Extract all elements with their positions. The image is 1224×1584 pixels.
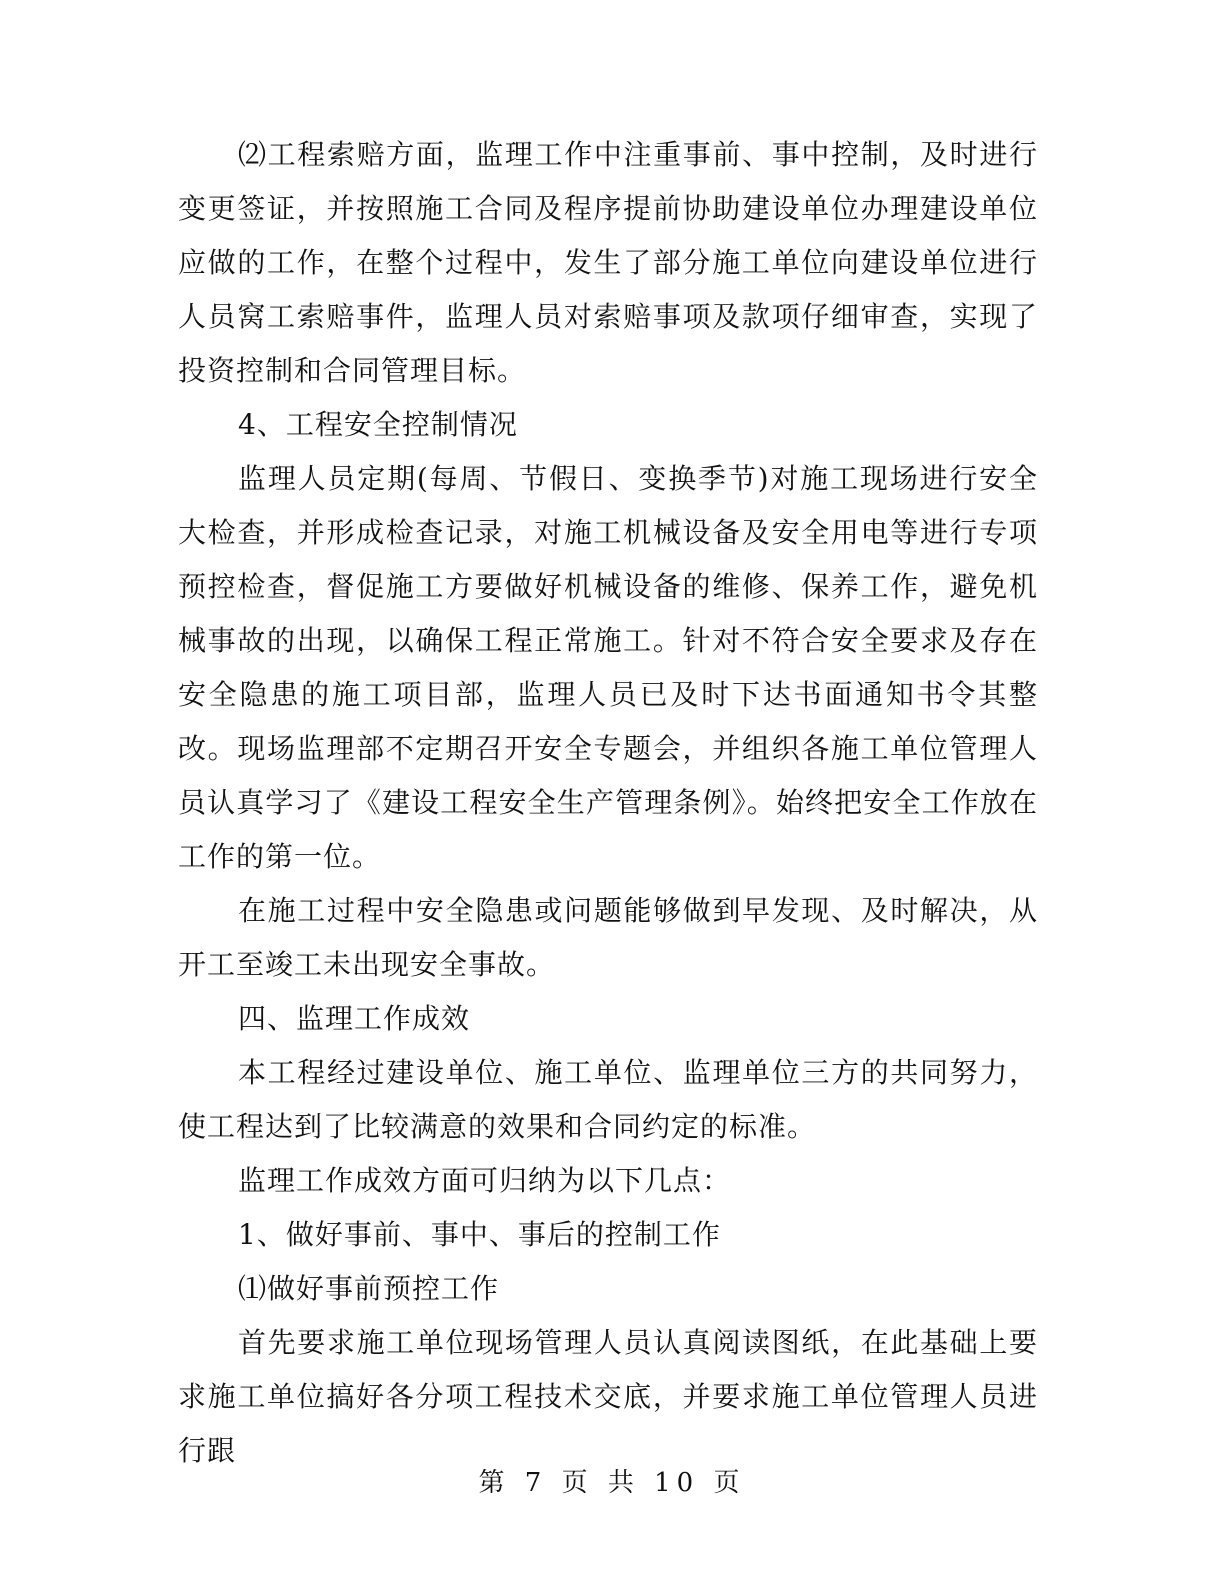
- paragraph-joint-effort: 本工程经过建设单位、施工单位、监理单位三方的共同努力，使工程达到了比较满意的效果和合同约定的标准。: [178, 1056, 1038, 1143]
- paragraph-safety-inspection: 监理人员定期(每周、节假日、变换季节)对施工现场进行安全大检查，并形成检查记录，对施工机械设备及安全用电等进行专项预控检查，督促施工方要做好机械设备的维修、保养工作，避免机械事故的出现，以确保工程正常施工。针对不符合安全要求及存在安全隐患的施工项目部，监理人员已及时下达书面通知书令其整改。现场监理部不定期召开安全专题会，并组织各施工单位管理人员认真学习了《建设工程安全生产管理条例》。始终把安全工作放在工作的第一位。: [178, 462, 1038, 873]
- page-number-footer: 第 7 页 共 10 页: [478, 1468, 746, 1498]
- heading-control-work: 1、做好事前、事中、事后的控制工作: [238, 1218, 721, 1251]
- paragraph-claims: ⑵工程索赔方面，监理工作中注重事前、事中控制，及时进行变更签证，并按照施工合同及程序提前协助建设单位办理建设单位应做的工作，在整个过程中，发生了部分施工单位向建设单位进行人员窝工索赔事件，监理人员对索赔事项及款项仔细审查，实现了投资控制和合同管理目标。: [178, 138, 1038, 387]
- subheading-pre-control: ⑴做好事前预控工作: [238, 1272, 500, 1305]
- document-body: [178, 128, 1038, 1478]
- paragraph-no-accidents: 在施工过程中安全隐患或问题能够做到早发现、及时解决，从开工至竣工未出现安全事故。: [178, 894, 1038, 981]
- heading-supervision-results: 四、监理工作成效: [238, 1002, 471, 1035]
- heading-safety-control: 4、工程安全控制情况: [238, 408, 518, 441]
- paragraph-summary-intro: 监理工作成效方面可归纳为以下几点：: [238, 1164, 732, 1197]
- paragraph-drawing-review: 首先要求施工单位现场管理人员认真阅读图纸，在此基础上要求施工单位搞好各分项工程技术交底，并要求施工单位管理人员进行跟: [178, 1326, 1038, 1467]
